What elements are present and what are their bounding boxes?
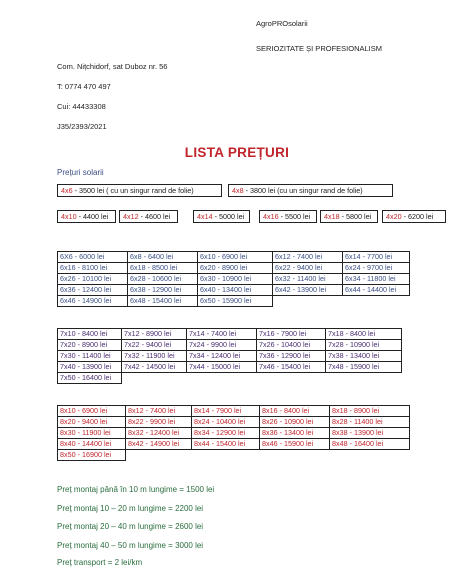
table-cell: 8x32 - 12400 lei <box>126 428 192 439</box>
table-row <box>58 263 410 274</box>
table-row <box>58 296 410 307</box>
table-cell: 6x38 - 12900 lei <box>128 285 198 296</box>
table-cell: 6x24 - 9700 lei <box>343 263 410 274</box>
table-row <box>58 340 402 351</box>
table-cell: 7x30 - 11400 lei <box>58 351 122 362</box>
table-cell: 7x38 - 13400 lei <box>326 351 402 362</box>
note-montaj-10m: Preț montaj până în 10 m lungime = 1500 lei <box>57 485 215 494</box>
table-cell <box>126 450 192 461</box>
table-cell: 7x20 - 8900 lei <box>58 340 122 351</box>
table-cell: 7x16 - 7900 lei <box>257 329 326 340</box>
table-cell: 8x38 - 13900 lei <box>330 428 410 439</box>
table-row <box>58 439 410 450</box>
table-cell <box>187 373 257 384</box>
table-cell: 6x30 - 10900 lei <box>198 274 273 285</box>
table-cell: 7x18 - 8400 lei <box>326 329 402 340</box>
table-cell: 7x36 - 12900 lei <box>257 351 326 362</box>
table-cell: 6x20 - 8900 lei <box>198 263 273 274</box>
table-cell <box>273 296 343 307</box>
table-cell: 6x44 - 14400 lei <box>343 285 410 296</box>
note-montaj-20-40m: Preț montaj 20 – 40 m lungime = 2600 lei <box>57 522 204 531</box>
table-cell: 6x42 - 13900 lei <box>273 285 343 296</box>
table-cell <box>326 373 402 384</box>
table-cell: 7x24 - 9900 lei <box>187 340 257 351</box>
price-table-8x <box>57 405 410 461</box>
table-cell: 7x14 - 7400 lei <box>187 329 257 340</box>
table-cell: 8x14 - 7900 lei <box>192 406 260 417</box>
size-label: 4x14 <box>197 212 213 221</box>
table-cell: 6x46 - 14900 lei <box>58 296 128 307</box>
table-cell: 7x22 - 9400 lei <box>122 340 187 351</box>
table-row <box>58 362 402 373</box>
table-cell: 6x34 - 11800 lei <box>343 274 410 285</box>
table-cell <box>260 450 330 461</box>
table-cell <box>257 373 326 384</box>
company-phone: T: 0774 470 497 <box>57 82 111 91</box>
table-cell: 7x12 - 8900 lei <box>122 329 187 340</box>
table-cell: 7x28 - 10900 lei <box>326 340 402 351</box>
table-row <box>58 252 410 263</box>
table-cell: 8x24 - 10400 lei <box>192 417 260 428</box>
table-cell: 8x10 - 6900 lei <box>58 406 126 417</box>
table-cell: 8x28 - 11400 lei <box>330 417 410 428</box>
company-cui: Cui: 44433308 <box>57 102 106 111</box>
table-cell: 8x34 - 12900 lei <box>192 428 260 439</box>
note-montaj-10-20m: Preț montaj 10 – 20 m lungime = 2200 lei <box>57 504 204 513</box>
price-box-4x16 <box>259 210 317 223</box>
company-address: Com. Nițchidorf, sat Duboz nr. 56 <box>57 62 168 71</box>
size-label: 4x12 <box>123 212 139 221</box>
table-cell: 6x22 - 9400 lei <box>273 263 343 274</box>
table-cell: 6x16 - 8100 lei <box>58 263 128 274</box>
table-cell: 8x50 - 16900 lei <box>58 450 126 461</box>
price-table-7x <box>57 328 402 384</box>
table-cell: 8x44 - 15400 lei <box>192 439 260 450</box>
table-row <box>58 351 402 362</box>
table-row <box>58 329 402 340</box>
table-cell: 7x48 - 15900 lei <box>326 362 402 373</box>
table-cell: 7x50 - 16400 lei <box>58 373 122 384</box>
table-cell: 8x22 - 9900 lei <box>126 417 192 428</box>
size-label: 4x16 <box>263 212 279 221</box>
table-cell: 7x32 - 11900 lei <box>122 351 187 362</box>
table-row <box>58 406 410 417</box>
price-box-4x20 <box>382 210 446 223</box>
table-cell: 6X6 - 6000 lei <box>58 252 128 263</box>
size-label: 4x10 <box>61 212 77 221</box>
table-row <box>58 417 410 428</box>
table-cell: 8x42 - 14900 lei <box>126 439 192 450</box>
table-cell: 8x46 - 15900 lei <box>260 439 330 450</box>
table-cell <box>343 296 410 307</box>
table-cell: 8x18 - 8900 lei <box>330 406 410 417</box>
price-box-4x14 <box>193 210 250 223</box>
price-table-6x <box>57 251 410 307</box>
price-label: - 6200 lei <box>401 212 434 221</box>
price-label: - 3500 lei ( cu un singur rand de folie) <box>72 186 194 195</box>
price-label: - 4400 lei <box>76 212 109 221</box>
table-cell: 7x46 - 15400 lei <box>257 362 326 373</box>
size-label: 4x20 <box>386 212 402 221</box>
table-cell: 8x20 - 9400 lei <box>58 417 126 428</box>
table-row <box>58 285 410 296</box>
table-cell: 6x8 - 6400 lei <box>128 252 198 263</box>
table-cell: 8x48 - 16400 lei <box>330 439 410 450</box>
company-name: AgroPROsolarii <box>256 19 308 28</box>
size-label: 4x8 <box>232 186 244 195</box>
price-label: - 4600 lei <box>138 212 171 221</box>
table-cell: 6x18 - 8500 lei <box>128 263 198 274</box>
table-cell: 8x30 - 11900 lei <box>58 428 126 439</box>
price-label: - 5500 lei <box>278 212 311 221</box>
table-cell: 6x32 - 11400 lei <box>273 274 343 285</box>
table-row <box>58 373 402 384</box>
table-cell: 6x36 - 12400 lei <box>58 285 128 296</box>
table-cell <box>330 450 410 461</box>
price-box-4x10 <box>57 210 116 223</box>
table-cell: 7x34 - 12400 lei <box>187 351 257 362</box>
table-cell: 7x40 - 13900 lei <box>58 362 122 373</box>
size-label: 4x18 <box>324 212 340 221</box>
price-box-4x12 <box>119 210 178 223</box>
page-title: LISTA PREȚURI <box>184 145 290 160</box>
table-cell: 7x44 - 15000 lei <box>187 362 257 373</box>
table-cell <box>122 373 187 384</box>
price-box-4x6 <box>57 184 222 197</box>
note-montaj-40-50m: Preț montaj 40 – 50 m lungime = 3000 lei <box>57 541 204 550</box>
table-cell: 6x14 - 7700 lei <box>343 252 410 263</box>
table-cell: 6x12 - 7400 lei <box>273 252 343 263</box>
table-cell: 7x10 - 8400 lei <box>58 329 122 340</box>
note-transport: Preț transport = 2 lei/km <box>57 558 143 567</box>
table-cell: 6x10 - 6900 lei <box>198 252 273 263</box>
table-row <box>58 274 410 285</box>
size-label: 4x6 <box>61 186 73 195</box>
table-cell <box>192 450 260 461</box>
table-cell: 6x26 - 10100 lei <box>58 274 128 285</box>
table-cell: 7x26 - 10400 lei <box>257 340 326 351</box>
table-cell: 8x16 - 8400 lei <box>260 406 330 417</box>
table-cell: 8x12 - 7400 lei <box>126 406 192 417</box>
table-row <box>58 428 410 439</box>
table-cell: 8x40 - 14400 lei <box>58 439 126 450</box>
table-cell: 6x28 - 10600 lei <box>128 274 198 285</box>
table-cell: 8x36 - 13400 lei <box>260 428 330 439</box>
price-box-4x8 <box>228 184 393 197</box>
table-cell: 6x50 - 15900 lei <box>198 296 273 307</box>
table-cell: 7x42 - 14500 lei <box>122 362 187 373</box>
price-label: - 5000 lei <box>212 212 245 221</box>
price-label: - 3800 lei (cu un singur rand de folie) <box>243 186 363 195</box>
price-box-4x18 <box>320 210 378 223</box>
table-row <box>58 450 410 461</box>
company-registration: J35/2393/2021 <box>57 122 107 131</box>
table-cell: 6x48 - 15400 lei <box>128 296 198 307</box>
table-cell: 6x40 - 13400 lei <box>198 285 273 296</box>
section-subtitle: Prețuri solarii <box>57 168 104 177</box>
company-slogan: SERIOZITATE ȘI PROFESIONALISM <box>256 44 382 53</box>
table-cell: 8x26 - 10900 lei <box>260 417 330 428</box>
price-label: - 5800 lei <box>339 212 372 221</box>
